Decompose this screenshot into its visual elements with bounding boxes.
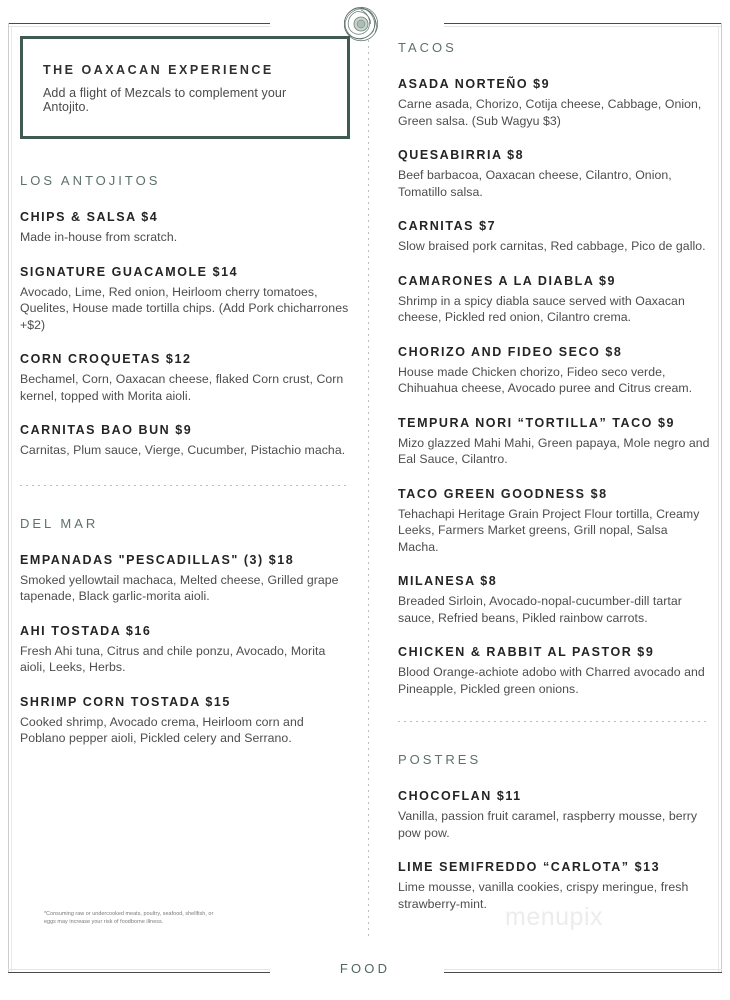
item-name: TEMPURA NORI “TORTILLA” TACO $9 xyxy=(398,415,675,430)
item-description: Slow braised pork carnitas, Red cabbage, Pico de gallo. xyxy=(398,239,706,253)
footer-section-label: FOOD xyxy=(339,961,391,976)
frame-rule-top-right xyxy=(444,23,722,24)
item-description: Fresh Ahi tuna, Citrus and chile ponzu, Avocado, Morita aioli, Leeks, Herbs. xyxy=(20,643,326,674)
item-description: Mizo glazzed Mahi Mahi, Green papaya, Mole negro and Eal Sauce, Cilantro. xyxy=(398,435,710,466)
oaxacan-experience-box xyxy=(20,36,350,139)
section-heading-tacos: TACOS xyxy=(398,40,457,55)
menu-item xyxy=(398,345,710,397)
item-description: Blood Orange-achiote adobo with Charred avocado and Pineapple, Pickled green onions. xyxy=(398,665,705,696)
menupix-watermark: menupix xyxy=(505,903,603,931)
section-divider xyxy=(398,721,710,722)
menu-item xyxy=(398,219,710,255)
left-column xyxy=(20,36,350,747)
menu-item xyxy=(20,553,350,605)
item-description: Shrimp in a spicy diabla sauce served with Oaxacan cheese, Pickled red onion, Cilantro crema. xyxy=(398,293,685,324)
item-name: ASADA NORTEÑO $9 xyxy=(398,77,551,91)
item-name: SIGNATURE GUACAMOLE $14 xyxy=(20,264,239,279)
item-name: CARNITAS BAO BUN $9 xyxy=(20,423,193,437)
column-divider xyxy=(368,40,369,938)
item-description: Tehachapi Heritage Grain Project Flour tortilla, Creamy Leeks, Farmers Market greens, Grill nopal, Salsa Macha. xyxy=(398,506,700,554)
item-description: Breaded Sirloin, Avocado-nopal-cucumber-dill tartar sauce, Refried beans, Pikled rainbow carrots. xyxy=(398,594,682,625)
item-description: Avocado, Lime, Red onion, Heirloom cherry tomatoes, Quelites, House made tortilla chips. (Add Pork chicharrones +$2) xyxy=(20,284,349,332)
item-name: SHRIMP CORN TOSTADA $15 xyxy=(20,694,231,709)
item-description: Bechamel, Corn, Oaxacan cheese, flaked Corn crust, Corn kernel, topped with Morita aioli. xyxy=(20,372,344,403)
item-name: CHIPS & SALSA $4 xyxy=(20,210,159,224)
item-description: Lime mousse, vanilla cookies, crispy meringue, fresh strawberry-mint. xyxy=(398,880,689,911)
section-postres xyxy=(398,752,710,912)
item-description: Beef barbacoa, Oaxacan cheese, Cilantro, Onion, Tomatillo salsa. xyxy=(398,168,672,199)
item-description: Carne asada, Chorizo, Cotija cheese, Cabbage, Onion, Green salsa. (Sub Wagyu $3) xyxy=(398,97,702,128)
feature-subtitle: Add a flight of Mezcals to complement your Antojito. xyxy=(43,86,287,114)
menu-item xyxy=(398,77,710,129)
feature-title: THE OAXACAN EXPERIENCE xyxy=(43,63,274,77)
frame-rule-left-edge-inner xyxy=(11,26,12,973)
frame-rule-right-edge xyxy=(721,23,722,973)
allergy-disclaimer: *Consuming raw or undercooked meats, poultry, seafood, shellfish, or eggs may increase your risk of foodborne illness. xyxy=(44,911,214,925)
menu-item xyxy=(398,487,710,556)
frame-rule-right-edge-inner xyxy=(718,26,719,973)
frame-rule-top-right-inner xyxy=(444,26,722,27)
menu-item xyxy=(20,210,350,246)
section-heading-del-mar: DEL MAR xyxy=(20,515,99,531)
section-del-mar xyxy=(20,516,350,747)
item-name: CHOCOFLAN $11 xyxy=(398,789,522,803)
frame-rule-left-edge xyxy=(8,23,9,973)
section-tacos xyxy=(398,40,710,697)
item-name: TACO GREEN GOODNESS $8 xyxy=(398,486,608,501)
menu-item xyxy=(20,265,350,334)
section-divider xyxy=(20,485,350,486)
item-name: MILANESA $8 xyxy=(398,574,498,588)
menu-item xyxy=(20,695,350,747)
item-description: House made Chicken chorizo, Fideo seco verde, Chihuahua cheese, Avocado puree and Citrus cream. xyxy=(398,364,693,395)
menu-item xyxy=(398,274,710,326)
item-description: Cooked shrimp, Avocado crema, Heirloom corn and Poblano pepper aioli, Pickled celery and Serrano. xyxy=(20,714,304,745)
item-name: CHICKEN & RABBIT AL PASTOR $9 xyxy=(398,645,655,659)
section-heading-los-antojitos: LOS ANTOJITOS xyxy=(20,173,161,188)
item-description: Vanilla, passion fruit caramel, raspberry mousse, berry pow pow. xyxy=(398,809,698,840)
frame-rule-top-left-inner xyxy=(8,26,270,27)
item-name: LIME SEMIFREDDO “CARLOTA” $13 xyxy=(398,860,661,874)
section-heading-postres: POSTRES xyxy=(398,752,482,767)
menu-item xyxy=(20,352,350,404)
menu-item xyxy=(398,416,710,468)
item-name: CHORIZO AND FIDEO SECO $8 xyxy=(398,344,623,359)
item-description: Smoked yellowtail machaca, Melted cheese, Grilled grape tapenade, Black garlic-morita aioli. xyxy=(20,572,339,603)
item-name: QUESABIRRIA $8 xyxy=(398,148,525,162)
item-description: Made in-house from scratch. xyxy=(20,230,178,244)
menu-item xyxy=(398,789,710,841)
menu-item xyxy=(398,645,710,697)
item-name: CAMARONES A LA DIABLA $9 xyxy=(398,273,616,288)
right-column xyxy=(398,40,710,912)
item-name: AHI TOSTADA $16 xyxy=(20,623,152,638)
item-name: CORN CROQUETAS $12 xyxy=(20,352,192,366)
section-los-antojitos xyxy=(20,173,350,459)
item-description: Carnitas, Plum sauce, Vierge, Cucumber, Pistachio macha. xyxy=(20,443,346,457)
menu-item xyxy=(20,624,350,676)
menu-item xyxy=(398,148,710,200)
frame-rule-top-left xyxy=(8,23,270,24)
item-name: CARNITAS $7 xyxy=(398,219,497,233)
menu-item xyxy=(20,423,350,459)
item-name: EMPANADAS "PESCADILLAS" (3) $18 xyxy=(20,552,295,567)
menu-item xyxy=(398,574,710,626)
